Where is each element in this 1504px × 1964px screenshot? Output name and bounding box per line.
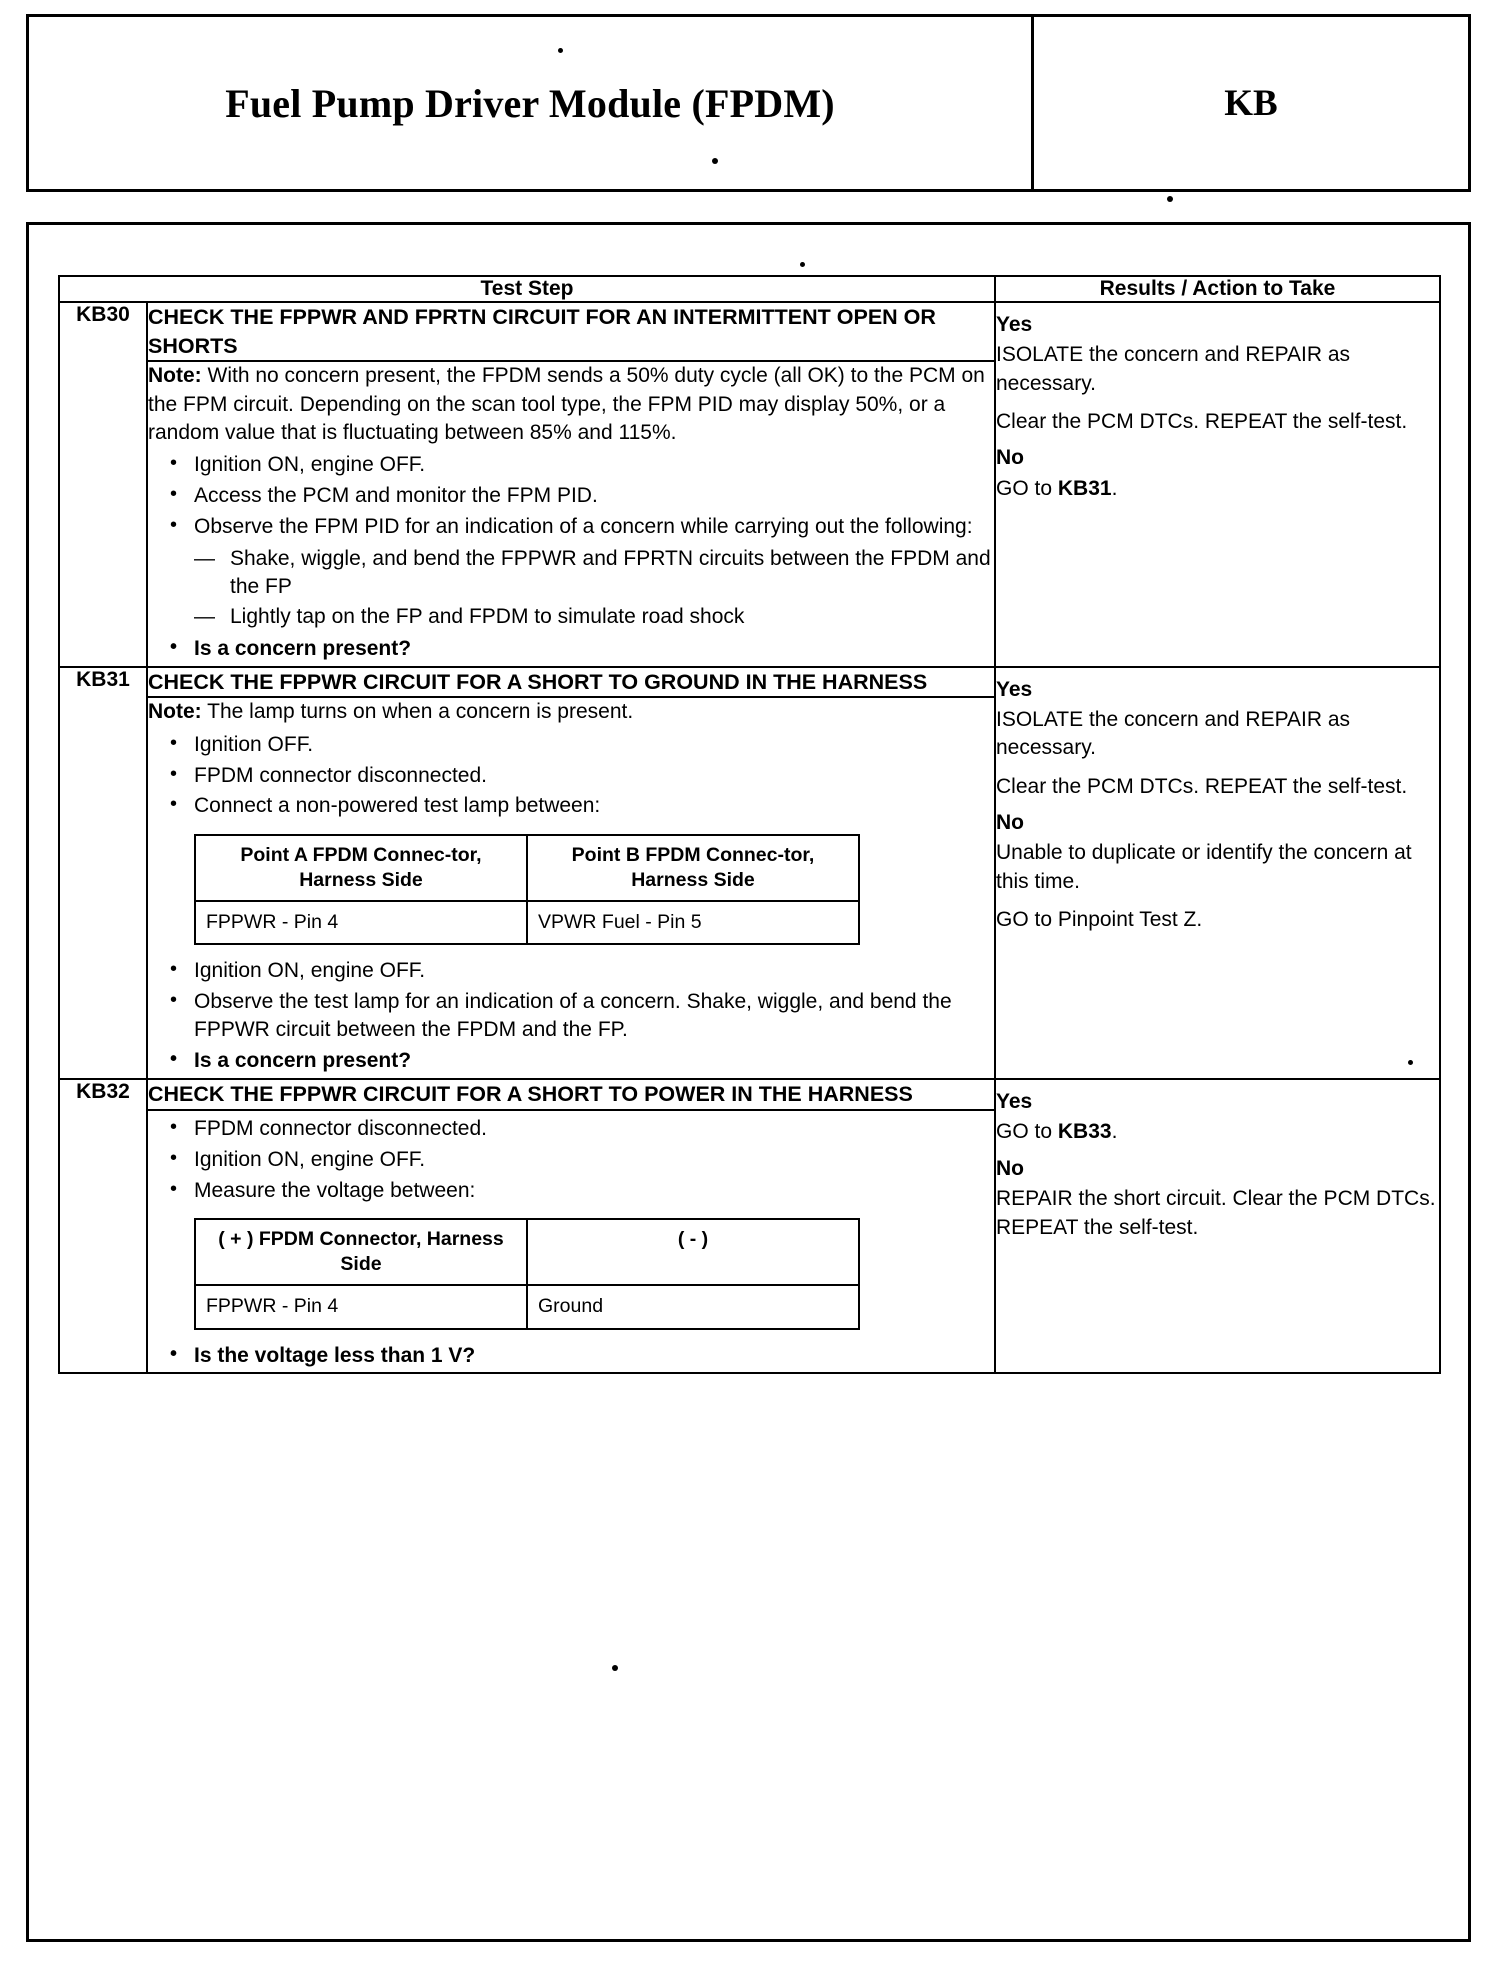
scan-artifact [1167,196,1173,202]
page-header [26,14,1471,192]
results-no-line-1: Unable to duplicate or identify the concern at this time. [996,841,1412,893]
step-body-kb31 [147,697,995,1079]
measurement-value-point-a: FPPWR - Pin 4 [195,901,527,944]
results-yes-label: Yes [996,313,1033,336]
step-id-kb30: KB30 [59,302,147,667]
measurement-value-negative: Ground [527,1285,859,1328]
measurement-header-negative: ( - ) [527,1219,859,1285]
results-no-label: No [996,1156,1024,1180]
step-body-kb30 [147,361,995,666]
results-kb32 [995,1079,1440,1373]
step-id-kb31: KB31 [59,667,147,1079]
step-question: • Is the voltage less than 1 V? [148,1342,994,1370]
list-item: • Observe the FPM PID for an indication of a concern while carrying out the following: [148,513,994,541]
note-label: Note: [148,364,202,388]
note-text: With no concern present, the FPDM sends a 50% duty cycle (all OK) to the PCM on the FPM circuit. Depending on the scan tool type, the FPM PID may display 50%, or a random value that is fluctuating between 85% and 115%. [148,364,985,444]
table-header-row [59,276,1440,302]
results-no-line-2: GO to Pinpoint Test Z. [996,908,1203,932]
measurement-header-row [195,835,859,901]
step-question-list [148,1342,994,1370]
note-paragraph [148,698,994,726]
list-item: • Ignition ON, engine OFF. [148,1146,994,1174]
step-dash-list [194,545,994,631]
list-item: — Lightly tap on the FP and FPDM to simulate road shock [194,603,994,631]
goto-suffix: . [1111,476,1118,500]
list-item: • FPDM connector disconnected. [148,762,994,790]
pinpoint-test-table [58,275,1441,1374]
list-item: • Measure the voltage between: [148,1177,994,1205]
results-yes-label: Yes [996,677,1033,701]
table-row [59,667,1440,698]
step-id-kb32: KB32 [59,1079,147,1373]
measurement-header-positive: ( + ) FPDM Connector, Harness Side [195,1219,527,1285]
list-item: • FPDM connector disconnected. [148,1115,994,1143]
note-text: The lamp turns on when a concern is present. [201,700,634,724]
step-bullet-list [148,731,994,821]
goto-suffix: . [1111,1120,1118,1144]
table-row [59,1079,1440,1110]
step-question: • Is a concern present? [148,1047,994,1075]
header-title-cell [29,17,1034,189]
measurement-table-kb31 [194,834,860,945]
list-item: • Ignition ON, engine OFF. [148,957,994,985]
column-header-test-step: Test Step [59,276,995,302]
measurement-value-row [195,901,859,944]
list-item: — Shake, wiggle, and bend the FPPWR and FPRTN circuits between the FPDM and the FP [194,545,994,601]
measurement-value-point-b: VPWR Fuel - Pin 5 [527,901,859,944]
results-kb31 [995,667,1440,1079]
list-item: • Access the PCM and monitor the FPM PID. [148,482,994,510]
step-title-kb31: CHECK THE FPPWR CIRCUIT FOR A SHORT TO GROUND IN THE HARNESS [147,667,995,698]
measurement-table-kb32 [194,1218,860,1329]
results-kb30 [995,302,1440,667]
sub-list-wrapper [148,545,994,631]
measurement-header-point-b: Point B FPDM Connec-tor, Harness Side [527,835,859,901]
page-title: Fuel Pump Driver Module (FPDM) [225,80,835,126]
results-yes-line [996,1118,1439,1146]
header-code-cell [1034,17,1468,189]
measurement-value-positive: FPPWR - Pin 4 [195,1285,527,1328]
step-body-kb32 [147,1110,995,1374]
measurement-header-point-a: Point A FPDM Connec-tor, Harness Side [195,835,527,901]
section-code: KB [1224,82,1278,124]
results-no-line [996,475,1439,503]
goto-target-kb33[interactable]: KB33 [1057,1120,1112,1144]
column-header-results: Results / Action to Take [995,276,1440,302]
step-bullet-list [148,451,994,541]
results-yes-label: Yes [996,1090,1033,1114]
results-no-label: No [996,811,1024,835]
goto-prefix: GO to [996,476,1058,500]
results-yes-line-2: Clear the PCM DTCs. REPEAT the self-test. [996,410,1408,434]
list-item: • Ignition OFF. [148,731,994,759]
results-yes-line-2: Clear the PCM DTCs. REPEAT the self-test. [996,774,1408,798]
step-title-kb30: CHECK THE FPPWR AND FPRTN CIRCUIT FOR AN INTERMITTENT OPEN OR SHORTS [147,302,995,361]
note-paragraph [148,362,994,447]
step-question: • Is a concern present? [148,635,994,663]
measurement-value-row [195,1285,859,1328]
table-row [59,302,1440,361]
results-no-line: REPAIR the short circuit. Clear the PCM DTCs. REPEAT the self-test. [996,1187,1436,1239]
goto-target-kb31[interactable]: KB31 [1057,476,1112,500]
content-frame [26,222,1471,1942]
list-item: • Observe the test lamp for an indication of a concern. Shake, wiggle, and bend the FPPWR circuit between the FPDM and the FP. [148,988,994,1044]
step-bullet-list-2 [148,957,994,1075]
goto-prefix: GO to [996,1120,1058,1144]
step-bullet-list [148,1115,994,1205]
step-question-list [148,635,994,663]
measurement-header-row [195,1219,859,1285]
list-item: • Ignition ON, engine OFF. [148,451,994,479]
results-yes-line-1: ISOLATE the concern and REPAIR as necessary. [996,708,1351,760]
step-title-kb32: CHECK THE FPPWR CIRCUIT FOR A SHORT TO POWER IN THE HARNESS [147,1079,995,1110]
note-label: Note: [148,700,202,724]
list-item: • Connect a non-powered test lamp between: [148,792,994,820]
results-no-label: No [996,446,1024,470]
results-yes-line-1: ISOLATE the concern and REPAIR as necessary. [996,343,1351,395]
